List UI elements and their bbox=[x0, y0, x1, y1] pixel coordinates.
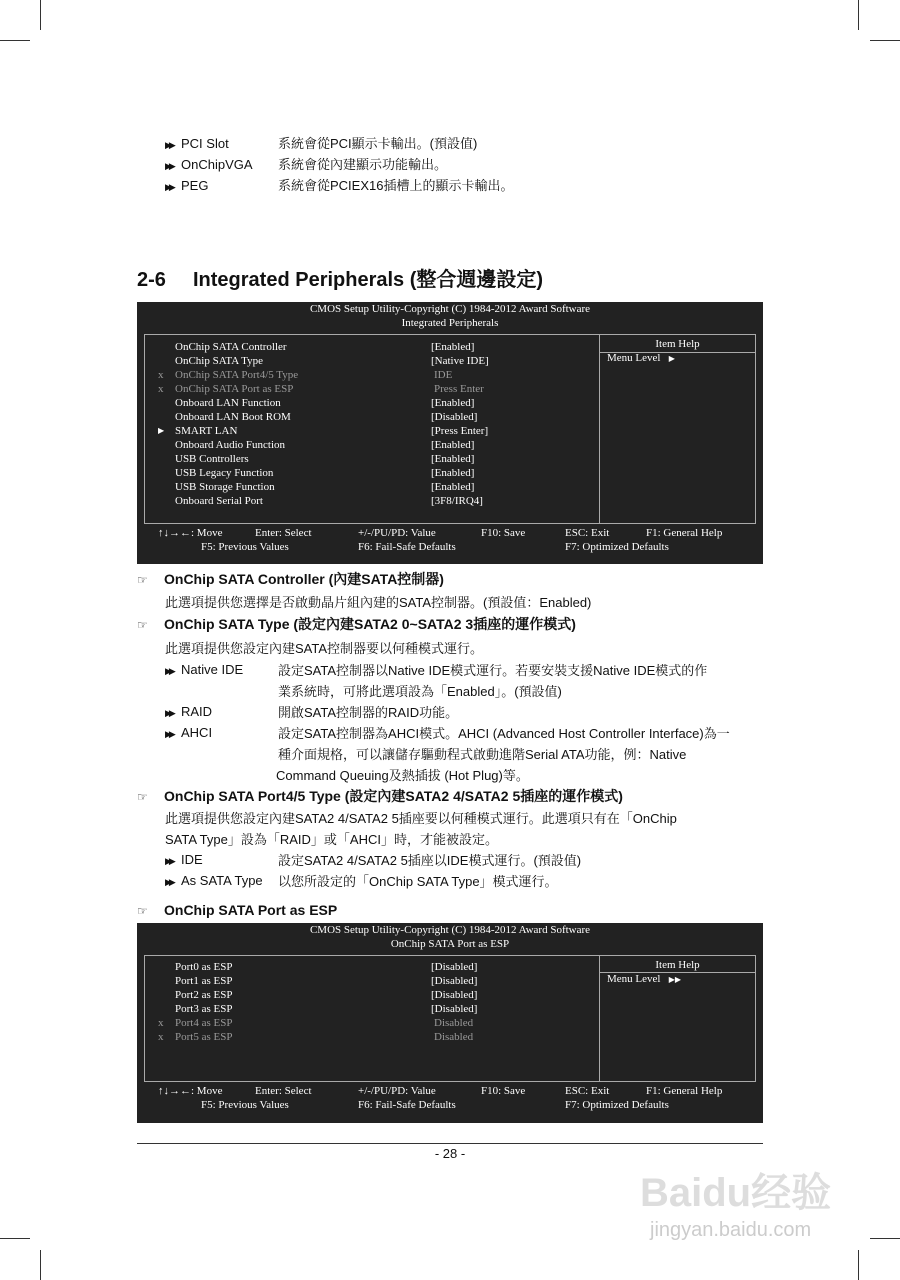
bios-header-line2: OnChip SATA Port as ESP bbox=[390, 938, 510, 950]
paragraph: SATA Type」設為「RAID」或「AHCI」時，才能被設定。 bbox=[165, 832, 498, 847]
option-label: AHCI bbox=[181, 725, 213, 740]
option-description: 開啟SATA控制器的RAID功能。 bbox=[278, 705, 459, 720]
key-f7: F7: Optimized Defaults bbox=[565, 541, 669, 553]
bios-header-line1: CMOS Setup Utility-Copyright (C) 1984-2012 Award Software bbox=[309, 924, 591, 936]
item-mark: x bbox=[158, 369, 164, 381]
subsection-title: OnChip SATA Port4/5 Type (設定內建SATA2 4/SATA2 5插座的運作模式) bbox=[164, 788, 623, 804]
section-title: Integrated Peripherals (整合週邊設定) bbox=[193, 269, 544, 291]
key-move: ↑↓→←: Move bbox=[158, 527, 223, 539]
key-esc: ESC: Exit bbox=[565, 1085, 610, 1097]
option-description: 種介面規格，可以讓儲存驅動程式啟動進階Serial ATA功能，例：Native bbox=[278, 747, 687, 762]
menu-level-arrow-icon: ▶ bbox=[668, 354, 675, 363]
subsection-heading bbox=[137, 614, 576, 634]
item-value: [Enabled] bbox=[431, 481, 475, 493]
item-value: IDE bbox=[434, 369, 453, 381]
option-description: 設定SATA2 4/SATA2 5插座以IDE模式運行。(預設值) bbox=[278, 853, 582, 868]
bios-item bbox=[145, 382, 755, 396]
page-number: - 28 - bbox=[434, 1146, 466, 1161]
double-arrow-icon: ▶▶ bbox=[165, 729, 173, 739]
option-onchipvga bbox=[165, 155, 448, 175]
item-value: [Native IDE] bbox=[431, 355, 489, 367]
item-value: [Disabled] bbox=[431, 1003, 478, 1015]
item-name: Onboard LAN Function bbox=[175, 397, 281, 409]
item-name: Port1 as ESP bbox=[175, 975, 233, 987]
key-f10: F10: Save bbox=[481, 527, 526, 539]
key-enter: Enter: Select bbox=[255, 527, 312, 539]
key-value: +/-/PU/PD: Value bbox=[358, 527, 436, 539]
item-name: USB Legacy Function bbox=[175, 467, 274, 479]
watermark-brand: Baidu经验 bbox=[640, 1171, 832, 1215]
submenu-arrow-icon: ▶ bbox=[158, 426, 165, 435]
item-name: Onboard Serial Port bbox=[175, 495, 263, 507]
option-peg bbox=[165, 176, 514, 196]
crop-mark bbox=[0, 1238, 30, 1239]
pointing-hand-icon: ☞ bbox=[137, 790, 148, 804]
item-name: USB Storage Function bbox=[175, 481, 275, 493]
double-arrow-icon: ▶▶ bbox=[165, 140, 173, 150]
option-label: PCI Slot bbox=[181, 136, 229, 151]
bios-item[interactable] bbox=[145, 410, 755, 424]
key-f7: F7: Optimized Defaults bbox=[565, 1099, 669, 1111]
item-value: [Disabled] bbox=[431, 989, 478, 1001]
bios-item-submenu[interactable] bbox=[145, 424, 755, 438]
option-description: 系統會從PCIEX16插槽上的顯示卡輸出。 bbox=[278, 178, 514, 193]
item-mark: x bbox=[158, 1031, 164, 1043]
option-ide bbox=[165, 850, 203, 870]
item-name: Onboard Audio Function bbox=[175, 439, 285, 451]
subsection-title: OnChip SATA Controller (內建SATA控制器) bbox=[164, 571, 444, 587]
key-f10: F10: Save bbox=[481, 1085, 526, 1097]
footer-rule bbox=[137, 1143, 763, 1144]
watermark-url: jingyan.baidu.com bbox=[650, 1219, 812, 1241]
option-label: IDE bbox=[181, 852, 203, 867]
item-value: [Enabled] bbox=[431, 453, 475, 465]
option-description: 業系統時，可將此選項設為「Enabled」。(預設值) bbox=[278, 684, 562, 699]
item-value: [3F8/IRQ4] bbox=[431, 495, 483, 507]
item-value: [Disabled] bbox=[431, 411, 478, 423]
item-name: Port5 as ESP bbox=[175, 1031, 233, 1043]
option-ahci bbox=[165, 723, 213, 743]
menu-level bbox=[607, 351, 675, 366]
crop-mark bbox=[858, 1250, 859, 1280]
subsection-heading bbox=[137, 786, 623, 806]
key-f6: F6: Fail-Safe Defaults bbox=[358, 541, 456, 553]
option-raid bbox=[165, 702, 213, 722]
double-arrow-icon: ▶▶ bbox=[165, 856, 173, 866]
key-value: +/-/PU/PD: Value bbox=[358, 1085, 436, 1097]
item-value: Disabled bbox=[434, 1031, 474, 1043]
bios-screen-integrated-peripherals bbox=[137, 302, 763, 564]
bios-screen-sata-port-esp bbox=[137, 923, 763, 1123]
option-description: Command Queuing及熱插拔 (Hot Plug)等。 bbox=[276, 768, 529, 783]
item-name: Port3 as ESP bbox=[175, 1003, 233, 1015]
option-label: As SATA Type bbox=[181, 873, 263, 888]
option-label: Native IDE bbox=[181, 662, 244, 677]
subsection-title: OnChip SATA Type (設定內建SATA2 0~SATA2 3插座的運作模式) bbox=[164, 616, 576, 632]
key-enter: Enter: Select bbox=[255, 1085, 312, 1097]
option-pci-slot bbox=[165, 134, 478, 154]
bios-header-line2: Integrated Peripherals bbox=[401, 317, 499, 329]
crop-mark bbox=[40, 0, 41, 30]
section-number: 2-6 bbox=[137, 269, 166, 291]
item-value: [Disabled] bbox=[431, 961, 478, 973]
item-name: OnChip SATA Port4/5 Type bbox=[175, 369, 299, 381]
item-value: Press Enter bbox=[434, 383, 484, 395]
bios-item[interactable] bbox=[145, 988, 755, 1002]
paragraph: 此選項提供您設定內建SATA2 4/SATA2 5插座要以何種模式運行。此選項只有在「OnChip bbox=[165, 811, 677, 826]
item-name: OnChip SATA Type bbox=[175, 355, 263, 367]
key-esc: ESC: Exit bbox=[565, 527, 610, 539]
item-name: Onboard LAN Boot ROM bbox=[175, 411, 291, 423]
item-name: OnChip SATA Port as ESP bbox=[175, 383, 294, 395]
key-f5: F5: Previous Values bbox=[201, 541, 289, 553]
item-name: Port4 as ESP bbox=[175, 1017, 233, 1029]
option-native-ide bbox=[165, 660, 244, 680]
key-f6: F6: Fail-Safe Defaults bbox=[358, 1099, 456, 1111]
item-name: OnChip SATA Controller bbox=[175, 341, 287, 353]
menu-level bbox=[607, 972, 681, 987]
double-arrow-icon: ▶▶ bbox=[165, 161, 173, 171]
option-label: OnChipVGA bbox=[181, 157, 253, 172]
option-description: 系統會從內建顯示功能輸出。 bbox=[278, 157, 448, 172]
double-arrow-icon: ▶▶ bbox=[165, 666, 173, 676]
item-help-title: Item Help bbox=[655, 338, 700, 350]
pointing-hand-icon: ☞ bbox=[137, 573, 148, 587]
bios-item[interactable] bbox=[145, 494, 755, 508]
bios-item[interactable] bbox=[145, 1002, 755, 1016]
item-name: USB Controllers bbox=[175, 453, 249, 465]
item-value: [Enabled] bbox=[431, 341, 475, 353]
bios-item bbox=[145, 1016, 755, 1030]
bios-item[interactable] bbox=[145, 396, 755, 410]
item-value: [Press Enter] bbox=[431, 425, 489, 437]
bios-item[interactable] bbox=[145, 438, 755, 452]
option-description: 設定SATA控制器以Native IDE模式運行。若要安裝支援Native IDE模式的作 bbox=[278, 663, 708, 678]
key-f5: F5: Previous Values bbox=[201, 1099, 289, 1111]
item-name: SMART LAN bbox=[175, 425, 238, 437]
pointing-hand-icon: ☞ bbox=[137, 904, 148, 918]
option-description: 設定SATA控制器為AHCI模式。AHCI (Advanced Host Controller Interface)為一 bbox=[278, 726, 730, 741]
double-arrow-icon: ▶▶ bbox=[165, 708, 173, 718]
bios-item bbox=[145, 1030, 755, 1044]
key-f1: F1: General Help bbox=[646, 527, 723, 539]
paragraph: 此選項提供您選擇是否啟動晶片組內建的SATA控制器。(預設值：Enabled) bbox=[165, 595, 592, 610]
option-description: 以您所設定的「OnChip SATA Type」模式運行。 bbox=[278, 874, 558, 889]
bios-item bbox=[145, 368, 755, 382]
section-heading bbox=[137, 267, 543, 293]
bios-header-line1: CMOS Setup Utility-Copyright (C) 1984-2012 Award Software bbox=[309, 303, 591, 315]
bios-item[interactable] bbox=[145, 452, 755, 466]
item-mark: x bbox=[158, 1017, 164, 1029]
crop-mark bbox=[40, 1250, 41, 1280]
option-label: PEG bbox=[181, 178, 209, 193]
option-as-sata-type bbox=[165, 871, 263, 891]
item-value: Disabled bbox=[434, 1017, 474, 1029]
paragraph: 此選項提供您設定內建SATA控制器要以何種模式運行。 bbox=[165, 641, 484, 656]
item-name: Port2 as ESP bbox=[175, 989, 233, 1001]
pointing-hand-icon: ☞ bbox=[137, 618, 148, 632]
crop-mark bbox=[870, 1238, 900, 1239]
subsection-heading bbox=[137, 900, 337, 920]
crop-mark bbox=[0, 40, 30, 41]
item-value: [Enabled] bbox=[431, 467, 475, 479]
key-move: ↑↓→←: Move bbox=[158, 1085, 223, 1097]
double-arrow-icon: ▶▶ bbox=[165, 877, 173, 887]
item-name: Port0 as ESP bbox=[175, 961, 233, 973]
bios-item[interactable] bbox=[145, 466, 755, 480]
menu-level-label: Menu Level bbox=[607, 352, 661, 364]
subsection-heading bbox=[137, 569, 444, 589]
bios-menu-panel bbox=[144, 334, 756, 524]
menu-level-label: Menu Level bbox=[607, 973, 661, 985]
crop-mark bbox=[870, 40, 900, 41]
menu-level-arrow-icon: ▶▶ bbox=[668, 975, 682, 984]
item-value: [Disabled] bbox=[431, 975, 478, 987]
item-mark: x bbox=[158, 383, 164, 395]
key-f1: F1: General Help bbox=[646, 1085, 723, 1097]
crop-mark bbox=[858, 0, 859, 30]
option-label: RAID bbox=[181, 704, 213, 719]
option-description: 系統會從PCI顯示卡輸出。(預設值) bbox=[278, 136, 478, 151]
bios-item[interactable] bbox=[145, 480, 755, 494]
item-value: [Enabled] bbox=[431, 397, 475, 409]
subsection-title: OnChip SATA Port as ESP bbox=[164, 902, 338, 918]
item-help-title: Item Help bbox=[655, 959, 700, 971]
item-value: [Enabled] bbox=[431, 439, 475, 451]
double-arrow-icon: ▶▶ bbox=[165, 182, 173, 192]
bios-menu-panel bbox=[144, 955, 756, 1082]
